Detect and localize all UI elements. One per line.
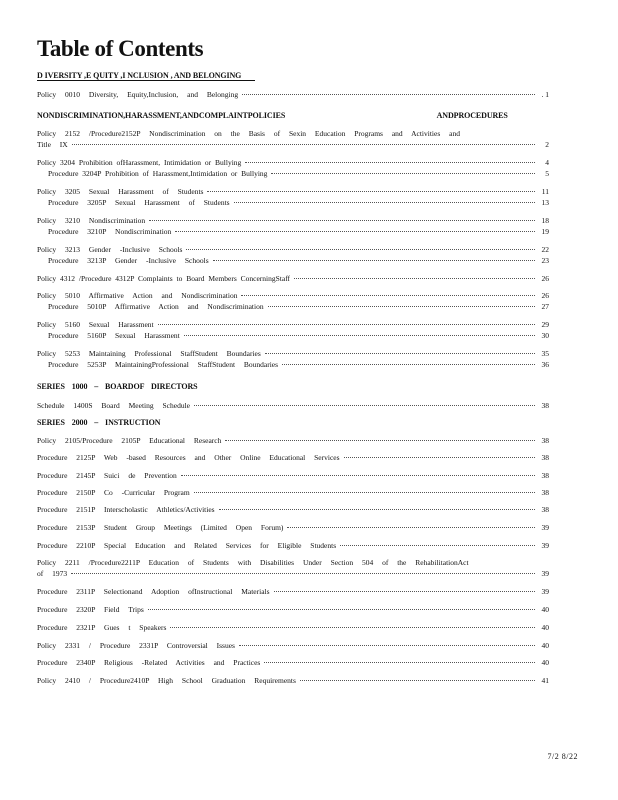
dot-leader (245, 162, 535, 163)
page-number: 39 (541, 523, 549, 532)
dot-leader (194, 405, 535, 406)
entry-wrapped-text: Policy 2211 /Procedure2211P Education of Students with Disabilities Under Section 504 of the RehabilitationAct (37, 558, 469, 567)
page-number: 40 (541, 605, 549, 614)
entry-text: Procedure 2150P Co -Curricular Program (37, 488, 190, 497)
toc-entry[interactable] (37, 586, 549, 597)
page-footer-date: 7/2 8/22 (547, 752, 578, 761)
dot-leader (170, 627, 535, 628)
entry-text: Procedure 2311P Selectionand Adoption ofInstructional Materials (37, 587, 270, 596)
entry-text: Procedure 5253P MaintainingProfessional StaffStudent Boundaries (48, 360, 279, 369)
dot-leader (158, 324, 535, 325)
toc-entry[interactable] (37, 186, 549, 208)
toc-line[interactable] (37, 540, 549, 551)
dot-leader (241, 295, 535, 296)
entry-text: Procedure 3204P Prohibition of Harassment,Intimidation or Bullying (48, 169, 268, 178)
page-number: . 1 (541, 90, 549, 99)
page-number: 29 (541, 320, 549, 329)
toc-entry[interactable] (37, 640, 549, 651)
page-number: 39 (541, 587, 549, 596)
toc-entry[interactable] (37, 504, 549, 515)
page-number: 38 (541, 488, 549, 497)
dot-leader (242, 94, 535, 95)
dot-leader (71, 573, 535, 574)
dot-leader (264, 662, 535, 663)
entry-text: Procedure 2151P Interscholastic Athletics/Activities (37, 505, 215, 514)
page-number: 13 (541, 198, 549, 207)
toc-entry[interactable] (37, 604, 549, 615)
toc-entry[interactable] (37, 622, 549, 633)
page-number: 38 (541, 453, 549, 462)
section-heading-nondiscrimination: NONDISCRIMINATION,HARASSMENT,ANDCOMPLAINTPOLICIES ANDPROCEDURES (37, 111, 508, 120)
entry-text: Policy 2410 / Procedure2410P High School Graduation Requirements (37, 676, 296, 685)
toc-line[interactable] (37, 157, 549, 168)
dot-leader (213, 260, 535, 261)
page-number: 38 (541, 471, 549, 480)
entry-text: Policy 2105/Procedure 2105P Educational Research (37, 436, 222, 445)
dot-leader (219, 509, 535, 510)
entry-text: Policy 5253 Maintaining Professional StaffStudent Boundaries (37, 349, 261, 358)
page-number: 23 (541, 256, 549, 265)
toc-line[interactable] (37, 675, 549, 686)
toc-line[interactable] (37, 435, 549, 446)
toc-line[interactable] (37, 487, 549, 498)
entry-text: Procedure 2125P Web -based Resources and Other Online Educational Services (37, 453, 340, 462)
toc-entry[interactable] (37, 540, 549, 551)
page-number: 30 (541, 331, 549, 340)
dot-leader (181, 475, 535, 476)
dot-leader (149, 220, 535, 221)
page-number: 22 (541, 245, 549, 254)
section-heading-dei: D IVERSITY ,E QUITY ,I NCLUSION , AND BELONGING (37, 71, 255, 81)
toc-line[interactable] (37, 452, 549, 463)
dot-leader (194, 492, 535, 493)
toc-line[interactable] (37, 186, 549, 197)
page-number: 2 (545, 140, 549, 149)
toc-line[interactable] (37, 168, 549, 179)
dot-leader (175, 231, 535, 232)
toc-line[interactable] (37, 359, 549, 370)
entry-text: Policy 3213 Gender -Inclusive Schools (37, 245, 183, 254)
toc-line[interactable] (37, 255, 549, 266)
dot-leader (72, 144, 535, 145)
page-number: 35 (541, 349, 549, 358)
toc-line[interactable] (37, 226, 549, 237)
page-title: Table of Contents (37, 36, 204, 61)
page-number: 39 (541, 541, 549, 550)
dot-leader (282, 364, 535, 365)
toc-line[interactable] (37, 586, 549, 597)
toc-entry[interactable] (37, 657, 549, 668)
dot-leader (300, 680, 535, 681)
entry-text: Procedure 2153P Student Group Meetings (Limited Open Forum) (37, 523, 284, 532)
page-number: 36 (541, 360, 549, 369)
toc-entry[interactable] (37, 290, 549, 312)
entry-text: Procedure 3210P Nondiscrimination (48, 227, 172, 236)
page-number: 4 (545, 158, 549, 167)
page-number: 40 (541, 641, 549, 650)
entry-text: Policy 3204 Prohibition ofHarassment, Intimidation or Bullying (37, 158, 242, 167)
entry-text: Policy 5160 Sexual Harassment (37, 320, 154, 329)
page-number: 40 (541, 623, 549, 632)
entry-text: Policy 2331 / Procedure 2331P Controversial Issues (37, 641, 235, 650)
toc-line[interactable] (37, 139, 549, 150)
toc-line[interactable] (37, 504, 549, 515)
entry-text: Procedure 3213P Gender -Inclusive Schools (48, 256, 209, 265)
entry-text: of 1973 (37, 569, 68, 578)
page-number: 26 (541, 274, 549, 283)
toc-line[interactable] (37, 330, 549, 341)
dot-leader (287, 527, 535, 528)
entry-text: Procedure 3205P Sexual Harassment of Students (48, 198, 230, 207)
page-number: 40 (541, 658, 549, 667)
entry-text: Procedure 2210P Special Education and Related Services for Eligible Students (37, 541, 337, 550)
page-number: 19 (541, 227, 549, 236)
toc-entry[interactable] (37, 89, 549, 100)
toc-line[interactable] (37, 568, 549, 579)
toc-entry[interactable] (37, 244, 549, 266)
entry-text: Procedure 2145P Suici de Prevention (37, 471, 177, 480)
dot-leader (271, 173, 535, 174)
entry-text: Policy 4312 /Procedure 4312P Complaints to Board Members ConcerningStaff (37, 274, 291, 283)
entry-text: Procedure 2321P Gues t Speakers (37, 623, 167, 632)
dot-leader (184, 335, 535, 336)
section-heading-series-1000: SERIES 1000 – BOARDOF DIRECTORS (37, 382, 198, 391)
page-number: 5 (545, 169, 549, 178)
toc-line[interactable] (37, 290, 549, 301)
entry-text: Procedure 2340P Religious -Related Activities and Practices (37, 658, 261, 667)
toc-line[interactable] (37, 470, 549, 481)
toc-line[interactable] (37, 640, 549, 651)
entry-wrapped-text: Policy 2152 /Procedure2152P Nondiscrimination on the Basis of Sexin Education Programs and Activities and (37, 129, 460, 138)
toc-entry[interactable] (37, 470, 549, 481)
dot-leader (207, 191, 535, 192)
dot-leader (268, 306, 535, 307)
dot-leader (186, 249, 535, 250)
entry-text: Policy 3205 Sexual Harassment of Students (37, 187, 204, 196)
toc-line[interactable] (37, 215, 549, 226)
toc-entry[interactable] (37, 557, 549, 579)
toc-entry[interactable] (37, 319, 549, 341)
dot-leader (239, 645, 535, 646)
toc-line[interactable] (37, 89, 549, 100)
toc-entry[interactable] (37, 273, 549, 284)
page-number: 38 (541, 436, 549, 445)
entry-text: Policy 5010 Affirmative Action and Nondiscrimination (37, 291, 238, 300)
dot-leader (294, 278, 535, 279)
page-number: 38 (541, 401, 549, 410)
page-number: 39 (541, 569, 549, 578)
page-number: 41 (541, 676, 549, 685)
toc-entry[interactable] (37, 348, 549, 370)
entry-text: Policy 0010 Diversity, Equity,Inclusion, and Belonging (37, 90, 239, 99)
page-number: 26 (541, 291, 549, 300)
entry-text: Procedure 5160P Sexual Harassment (48, 331, 180, 340)
toc-entry[interactable] (37, 487, 549, 498)
entry-text: Procedure 2320P Field Trips (37, 605, 144, 614)
entry-text: Title IX (37, 140, 68, 149)
toc-entry[interactable] (37, 128, 549, 150)
toc-line[interactable] (37, 197, 549, 208)
page-number: 38 (541, 505, 549, 514)
toc-entry[interactable] (37, 675, 549, 686)
dot-leader (340, 545, 535, 546)
toc-line[interactable] (37, 622, 549, 633)
toc-entry[interactable] (37, 400, 549, 411)
dot-leader (274, 591, 535, 592)
toc-line[interactable] (37, 301, 549, 312)
toc-entry[interactable] (37, 452, 549, 463)
page-number: 18 (541, 216, 549, 225)
dot-leader (344, 457, 535, 458)
toc-line[interactable] (37, 319, 549, 330)
page-number: 27 (541, 302, 549, 311)
entry-text: Schedule 1400S Board Meeting Schedule (37, 401, 190, 410)
toc-line[interactable] (37, 400, 549, 411)
entry-text: Procedure 5010P Affirmative Action and Nondiscrimination (48, 302, 264, 311)
dot-leader (225, 440, 535, 441)
toc-line[interactable] (37, 522, 549, 533)
toc-entry[interactable] (37, 157, 549, 179)
toc-entry[interactable] (37, 522, 549, 533)
dot-leader (234, 202, 535, 203)
toc-line[interactable] (37, 657, 549, 668)
toc-line[interactable] (37, 604, 549, 615)
entry-text: Policy 3210 Nondiscrimination (37, 216, 146, 225)
dot-leader (148, 609, 535, 610)
page-number: 11 (541, 187, 549, 196)
section-heading-series-2000: SERIES 2000 – INSTRUCTION (37, 418, 161, 427)
toc-line[interactable] (37, 244, 549, 255)
toc-entry[interactable] (37, 435, 549, 446)
toc-line[interactable] (37, 273, 549, 284)
dot-leader (265, 353, 535, 354)
toc-entry[interactable] (37, 215, 549, 237)
toc-line[interactable] (37, 348, 549, 359)
